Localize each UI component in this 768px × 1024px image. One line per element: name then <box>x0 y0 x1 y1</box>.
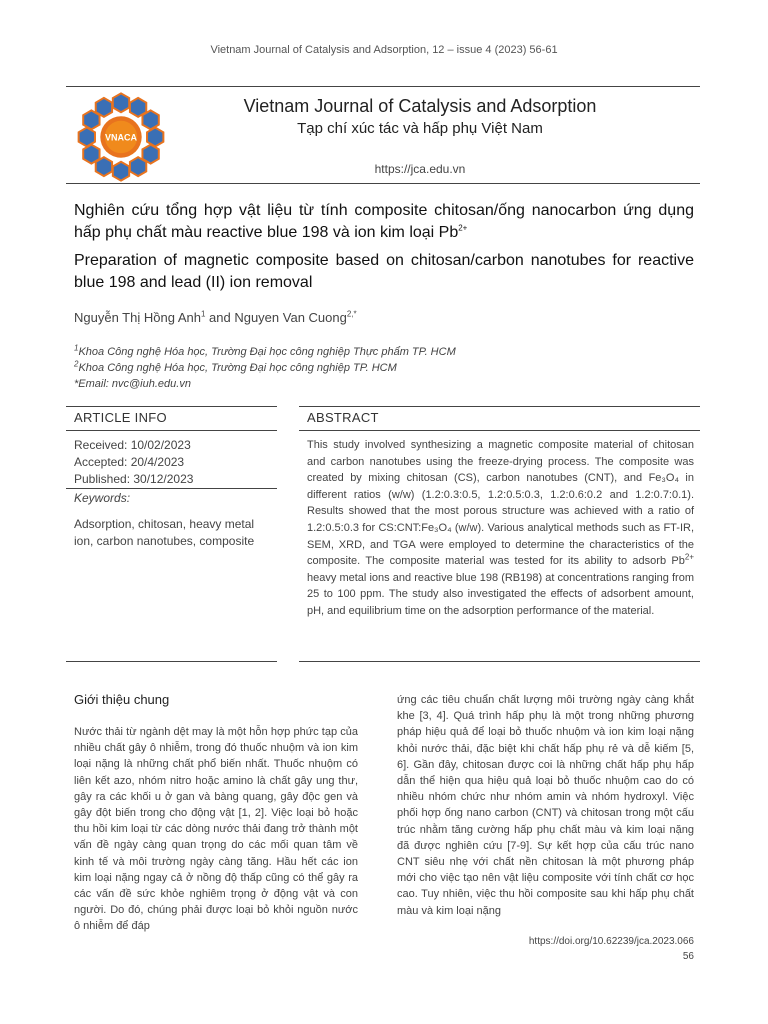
affiliation-2-marker: 2 <box>74 359 79 369</box>
running-head: Vietnam Journal of Catalysis and Adsorption, 12 – issue 4 (2023) 56-61 <box>210 44 558 56</box>
received-date: Received: 10/02/2023 <box>74 438 191 452</box>
affiliations <box>74 344 456 392</box>
abstract-part-2: heavy metal ions and reactive blue 198 (RB198) at concentrations ranging from 25 to 100 ppm. The study also investigated the effects of adsorbent amount, pH, and equilibrium time on the adsorption performance of the material. <box>307 571 694 617</box>
logo-hexagon <box>142 110 158 129</box>
keywords-rule <box>66 488 277 489</box>
affiliation-2 <box>74 360 456 376</box>
logo-hexagon <box>130 157 146 176</box>
affiliation-1 <box>74 344 456 360</box>
article-title-english: Preparation of magnetic composite based on chitosan/carbon nanotubes for reactive blue 198 and lead (II) ion removal <box>74 252 694 291</box>
affiliation-1-text: Khoa Công nghệ Hóa học, Trường Đại học công nghiệp Thực phẩm TP. HCM <box>78 346 456 358</box>
info-top-rule-right <box>299 406 700 407</box>
keywords-label: Keywords: <box>74 491 131 505</box>
author-2: and Nguyen Van Cuong <box>205 310 347 325</box>
body-column-right: ứng các tiêu chuẩn chất lượng môi trường ngày càng khắt khe [3, 4]. Quá trình hấp phụ là một trong những phương pháp hiệu quả để loại bỏ thuốc nhuộm và ion kim loại nặng khỏi nước thải, đặc biệt khi chất hấp phụ rẻ và dễ kiếm [5, 6]. Gần đây, chitosan được coi là những chất hấp phụ hấp dẫn thể hiện qua hiệu quả loại bỏ thuốc nhuộm cao do có nhiều nhóm chức như nhóm amin và nhóm hydroxyl. Việc phối hợp ống nano carbon (CNT) và chitosan trong một cấu trúc nhằm tăng cường hấp phụ chất màu và kim loại nặng đã được nghiên cứu [7-9]. Sự kết hợp của cấu trúc nano CNT siêu nhẹ với chất nền chitosan là một phương pháp mới cho việc tạo nên vật liệu composite với tính chất cơ học cao. Tuy nhiên, việc thu hồi composite sau khi hấp phụ chất màu và kim loại nặng <box>397 694 694 917</box>
abstract-part-1: This study involved synthesizing a magnetic composite material of chitosan and carbon nanotubes using the freeze-drying process. The composite was created by mixing chitosan (CS), carbon nanotubes (CNT), and Fe₃O₄ in different ratios (w/w) (1.2:0.3:0.5, 1.2:0.5:0.3, 1.2:0.6:0.2 and 1.2:0.7:0.1). Results showed that the most porous structure was achieved with a ratio of 1.2:0.5:0.3 for CS:CNT:Fe₃O₄ (w/w). Various analytical methods such as FT-IR, SEM, XRD, and TGA were employed to determine the characteristics of the composite. The composite material was tested for its ability to adsorb Pb <box>307 439 694 568</box>
journal-subtitle: Tạp chí xúc tác và hấp phụ Việt Nam <box>297 120 543 137</box>
logo-hexagon <box>113 162 129 181</box>
section-title-introduction: Giới thiệu chung <box>74 692 170 707</box>
article-dates <box>74 437 193 488</box>
logo-hexagon <box>79 128 95 147</box>
logo-hexagon <box>113 93 129 112</box>
affiliation-2-text: Khoa Công nghệ Hóa học, Trường Đại học công nghiệp TP. HCM <box>78 362 397 374</box>
logo-hexagon <box>96 98 112 117</box>
info-bottom-rule-right <box>299 661 700 662</box>
article-title-vietnamese <box>74 200 694 244</box>
title-vi-text: Nghiên cứu tổng hợp vật liệu từ tính composite chitosan/ống nanocarbon ứng dụng hấp phụ chất màu reactive blue 198 và ion kim loại Pb <box>74 202 694 241</box>
author-1-affiliation-marker: 1 <box>200 309 206 319</box>
abstract-heading: ABSTRACT <box>307 410 379 425</box>
info-head-rule-right <box>299 430 700 431</box>
info-head-rule-left <box>66 430 277 431</box>
logo-hexagon <box>83 145 99 164</box>
author-line <box>74 310 357 325</box>
doi-link[interactable]: https://doi.org/10.62239/jca.2023.066 <box>528 936 694 947</box>
info-bottom-rule-left <box>66 661 277 662</box>
info-top-rule-left <box>66 406 277 407</box>
author-1: Nguyễn Thị Hồng Anh <box>74 310 201 325</box>
logo-text: VNACA <box>104 132 138 143</box>
accepted-date: Accepted: 20/4/2023 <box>74 455 185 469</box>
journal-header-rule <box>66 183 700 184</box>
header-rule <box>66 86 700 87</box>
body-column-left: Nước thải từ ngành dệt may là một hỗn hợp phức tạp của nhiều chất gây ô nhiễm, trong đó thuốc nhuộm và ion kim loại nặng là những chất phổ biến nhất. Thuốc nhuộm có liên kết azo, nhóm nitro hoặc amino là chất gây ung thư, gây ra các khối u ở gan và bàng quang, gây độc gen và gây đột biến trong cho động vật [1, 2]. Việc loại bỏ hoặc thu hồi kim loại từ các dòng nước thải đang trở thành một vấn đề ngày càng quan trọng do các mối quan tâm về kinh tế và môi trường ngày càng tăng. Hầu hết các ion kim loại nặng ngay cả ở nồng độ thấp cũng có thể gây ra các vấn đề sức khỏe nghiêm trọng ở động vật và con người. Do đó, chúng phải được loại bỏ khỏi nguồn nước ô nhiễm để đáp <box>74 726 358 933</box>
journal-url-link[interactable]: https://jca.edu.vn <box>374 162 466 176</box>
abstract-superscript: 2+ <box>684 552 694 562</box>
journal-title: Vietnam Journal of Catalysis and Adsorption <box>243 96 597 116</box>
logo-hexagon <box>147 128 163 147</box>
affiliation-1-marker: 1 <box>74 343 79 353</box>
article-info-heading: ARTICLE INFO <box>74 410 167 425</box>
page-number: 56 <box>682 951 694 962</box>
published-date: Published: 30/12/2023 <box>74 472 194 486</box>
vnaca-logo <box>76 92 166 182</box>
abstract-text <box>307 437 694 620</box>
keywords-list: Adsorption, chitosan, heavy metal ion, carbon nanotubes, composite <box>74 517 255 548</box>
title-vi-superscript: 2+ <box>458 223 468 233</box>
corresponding-email[interactable]: *Email: nvc@iuh.edu.vn <box>74 378 191 390</box>
author-2-affiliation-marker: 2,* <box>346 309 357 319</box>
